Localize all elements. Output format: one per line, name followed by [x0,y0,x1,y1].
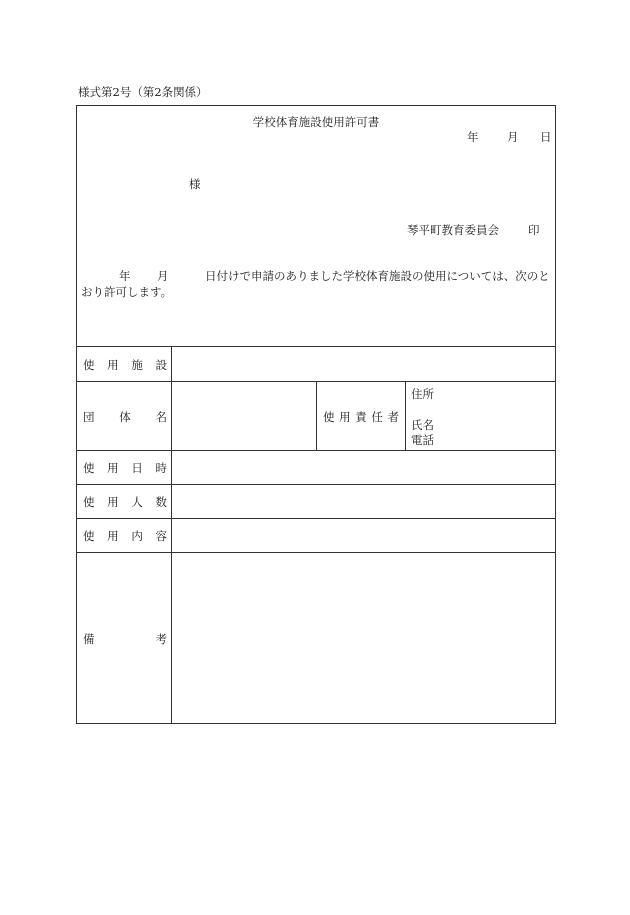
label-person-name: 氏名 [411,418,434,432]
row-divider [77,518,555,519]
label-facility: 使 用 施 設 [83,358,167,372]
column-divider [316,381,317,450]
body-line-2: おり許可します。 [81,285,173,299]
label-remarks: 備 考 [83,632,167,646]
form-title: 学校体育施設使用許可書 [252,115,380,129]
body-line-1: 日付けで申請のありました学校体育施設の使用については、次のと [205,269,550,283]
body-month: 月 [157,269,169,283]
label-usage-content: 使 用 内 容 [83,529,167,543]
label-responsible-person: 使 用 責 任 者 [323,410,399,424]
column-divider [405,381,406,450]
seal-mark: 印 [528,223,540,237]
date-month: 月 [507,130,519,144]
recipient-suffix: 様 [189,177,201,191]
label-address: 住所 [411,387,434,401]
label-headcount: 使 用 人 数 [83,495,167,509]
issuer-name: 琴平町教育委員会 [407,223,499,237]
body-year: 年 [119,269,131,283]
form-number-label: 様式第2号（第2条関係） [78,85,208,99]
row-divider [77,552,555,553]
label-phone: 電話 [411,433,434,447]
label-column-divider [171,346,172,724]
row-divider [77,346,555,347]
row-divider [77,484,555,485]
date-day: 日 [540,130,552,144]
permit-form-frame [76,105,556,724]
row-divider [77,450,555,451]
label-usage-datetime: 使 用 日 時 [83,461,167,475]
label-group-name: 団 体 名 [83,410,167,424]
date-year: 年 [467,130,479,144]
